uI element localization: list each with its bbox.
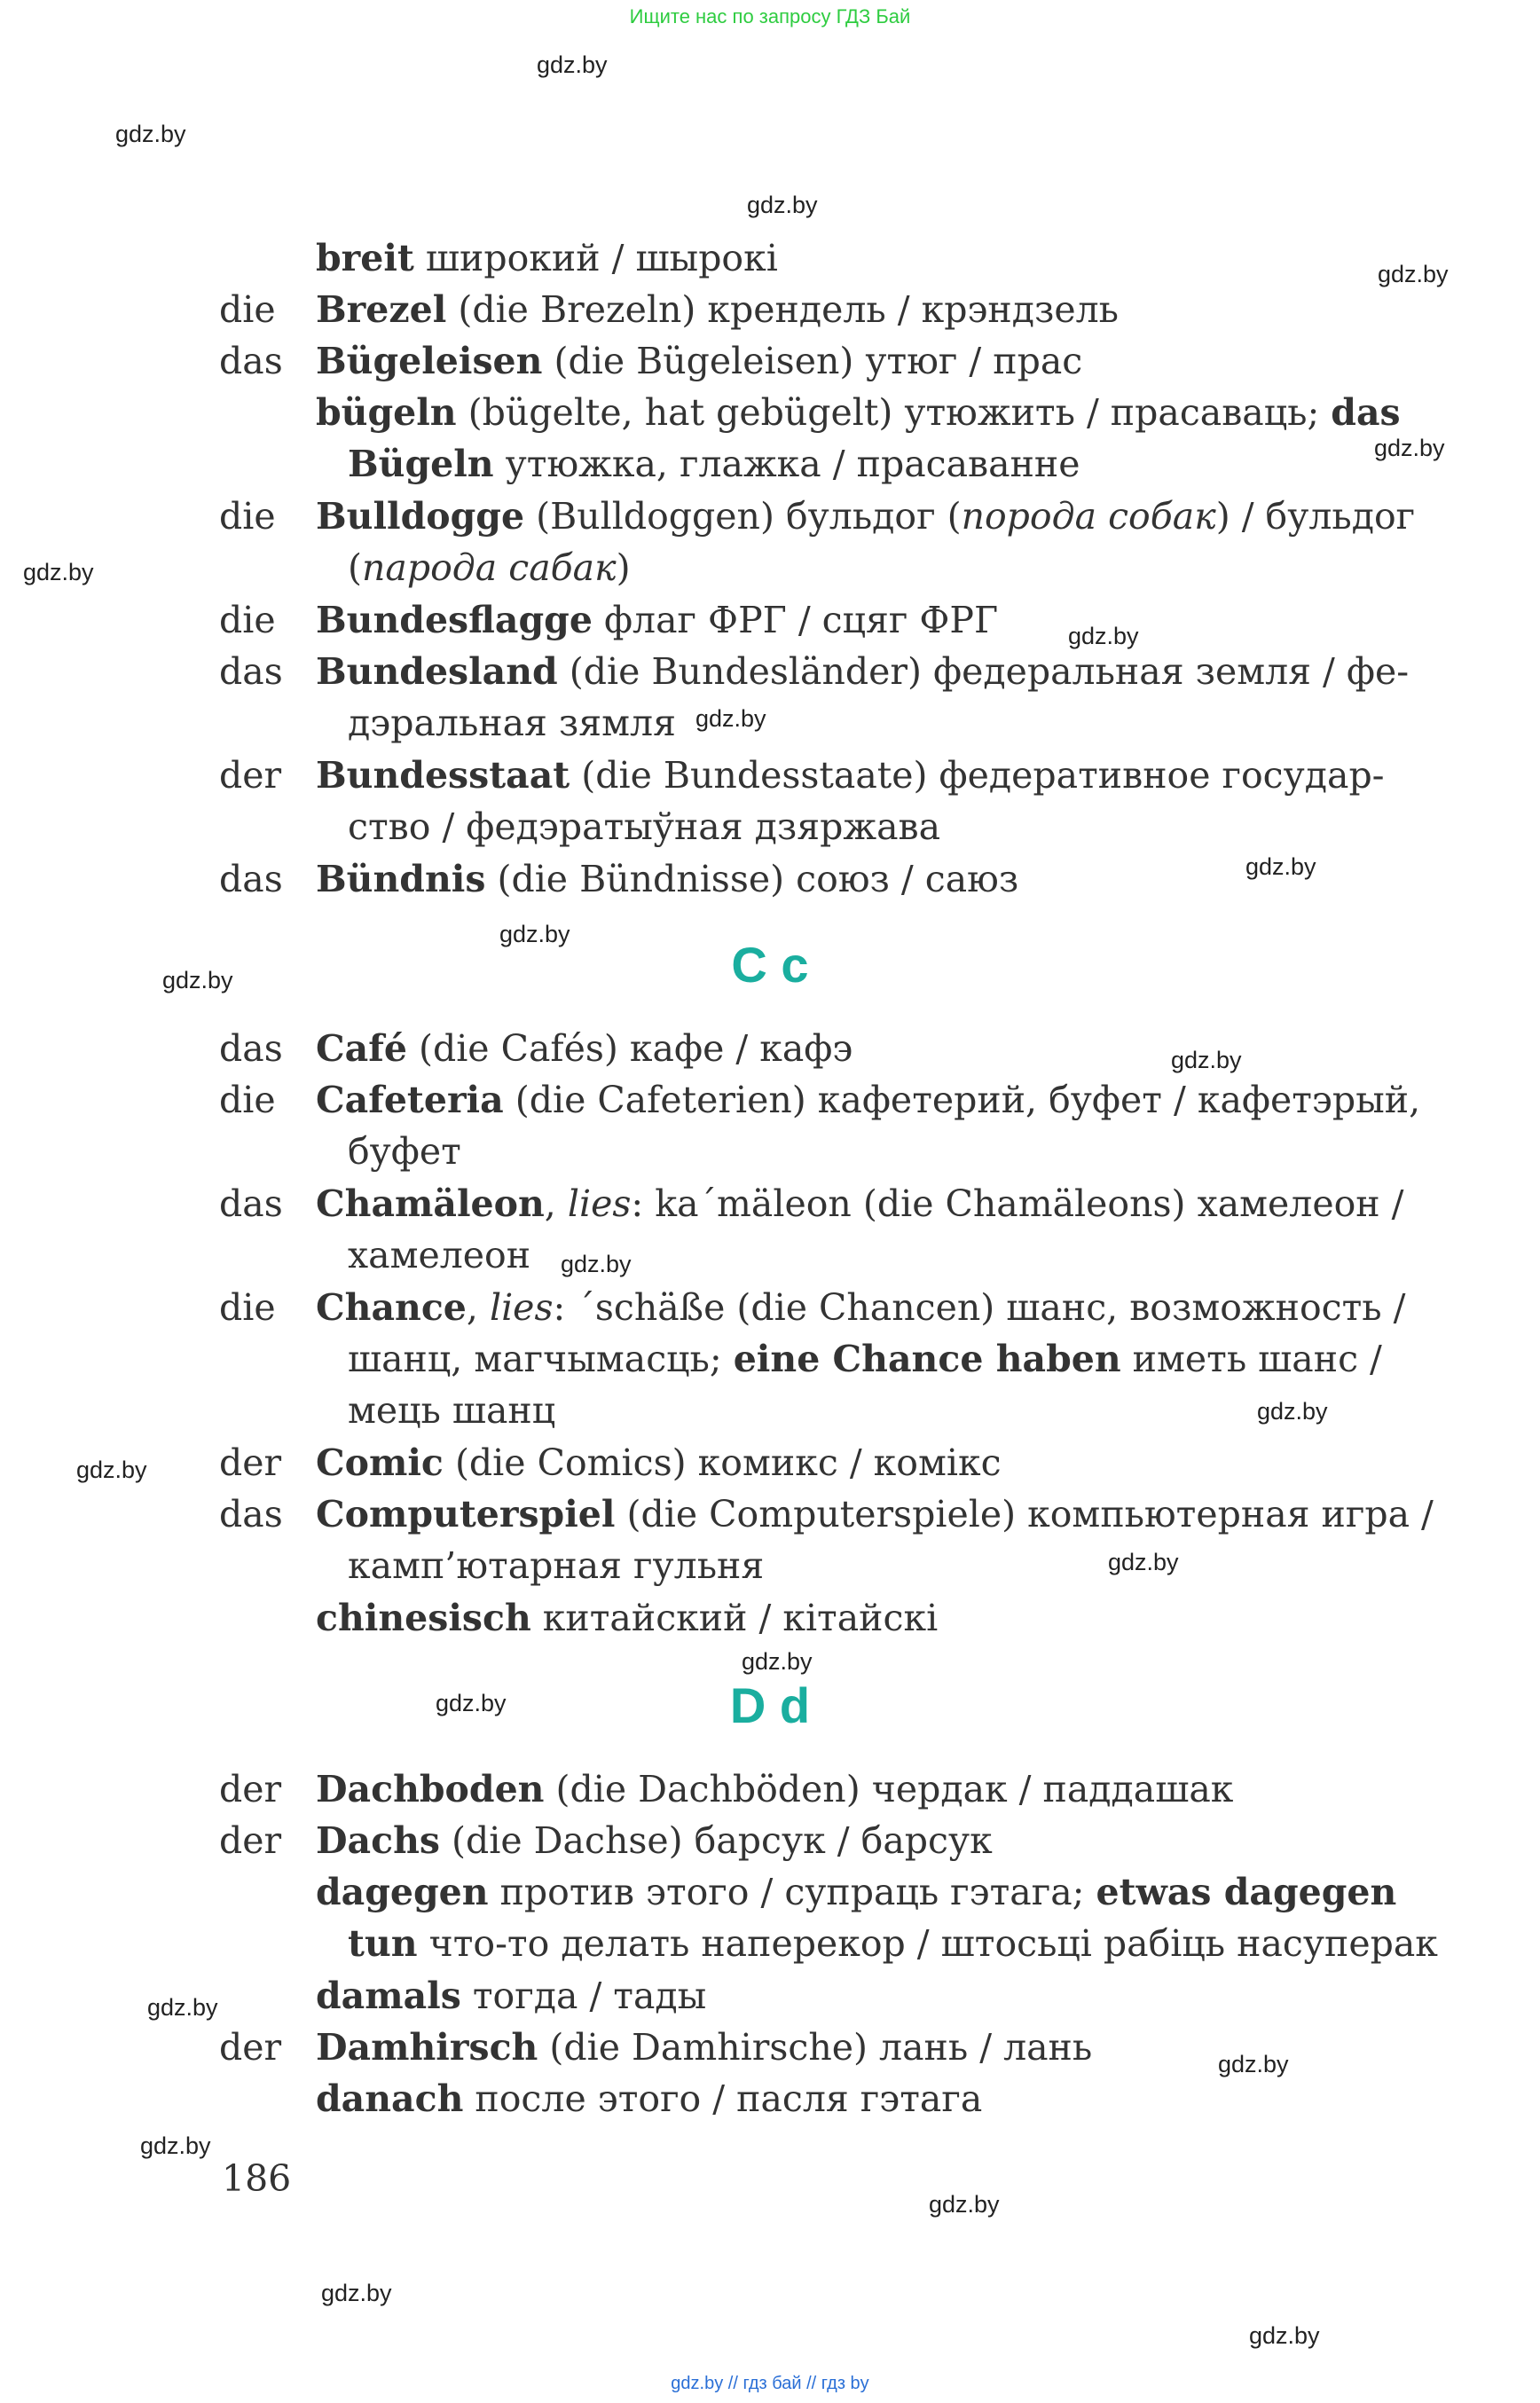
- watermark: gdz.by: [436, 1690, 507, 1716]
- translation: (die Brezeln) крендель / крэндзель: [446, 288, 1119, 331]
- watermark: gdz.by: [1171, 1047, 1242, 1073]
- translation-note: парода сабак: [362, 546, 617, 589]
- translation: (die Bundesstaate) федеративное государ-: [570, 754, 1385, 797]
- headword: Dachs: [316, 1819, 440, 1862]
- watermark: gdz.by: [162, 967, 233, 993]
- section-letter-d: D d: [729, 1677, 811, 1733]
- separator: ,: [544, 1182, 568, 1225]
- watermark: gdz.by: [929, 2191, 1000, 2218]
- watermark: gdz.by: [499, 921, 570, 947]
- article: die: [219, 1286, 276, 1329]
- translation: (die Damhirsche) лань / лань: [538, 2026, 1093, 2069]
- translation: (die Dachse) барсук / барсук: [439, 1819, 993, 1862]
- headword: eine Chance haben: [733, 1338, 1121, 1380]
- headword: Bundesflagge: [316, 599, 593, 641]
- watermark: gdz.by: [1218, 2051, 1289, 2077]
- translation: хамелеон: [348, 1234, 531, 1276]
- headword: Bundesland: [316, 650, 558, 693]
- pronunciation-label: lies: [489, 1286, 554, 1329]
- headword: chinesisch: [316, 1597, 531, 1639]
- headword: damals: [316, 1975, 461, 2017]
- article: das: [219, 1027, 283, 1070]
- watermark: gdz.by: [1245, 853, 1316, 880]
- watermark: gdz.by: [742, 1648, 813, 1675]
- translation: после этого / пасля гэтага: [463, 2077, 983, 2120]
- translation: : ˊschäße (die Chancen) шанс, возможность /: [553, 1286, 1406, 1329]
- headword: danach: [316, 2077, 464, 2120]
- article: das: [219, 858, 283, 900]
- article: der: [219, 1441, 282, 1484]
- translation: утюжка, глажка / прасаванне: [493, 443, 1080, 485]
- translation: ) / бульдог: [1215, 495, 1416, 538]
- headword: Bündnis: [316, 858, 486, 900]
- translation: тогда / тады: [460, 1975, 707, 2017]
- watermark: gdz.by: [321, 2280, 392, 2306]
- article: der: [219, 1768, 282, 1810]
- translation: буфет: [348, 1130, 461, 1173]
- watermark: gdz.by: [537, 51, 608, 78]
- watermark: gdz.by: [1068, 623, 1139, 649]
- translation: (die Dachböden) чердак / паддашак: [544, 1768, 1234, 1810]
- translation: флаг ФРГ / сцяг ФРГ: [592, 599, 999, 641]
- headword: Chamäleon: [316, 1182, 545, 1225]
- watermark: gdz.by: [23, 559, 94, 585]
- article: der: [219, 1819, 282, 1862]
- translation: (die Comics) комикс / комікс: [443, 1441, 1002, 1484]
- translation: (die Bundesländer) федеральная земля / фе-: [557, 650, 1410, 693]
- article: das: [219, 1182, 283, 1225]
- headword: Cafeteria: [316, 1079, 504, 1121]
- translation: дэральная зямля: [348, 702, 676, 744]
- article: die: [219, 599, 276, 641]
- watermark: gdz.by: [561, 1251, 632, 1277]
- translation: мець шанц: [348, 1389, 556, 1432]
- pronunciation-label: lies: [567, 1182, 632, 1225]
- watermark: gdz.by: [1378, 261, 1449, 287]
- watermark: gdz.by: [76, 1457, 147, 1483]
- article: das: [219, 340, 283, 382]
- translation: ство / федэратыўная дзяржава: [348, 805, 941, 848]
- headword: etwas dagegen: [1096, 1871, 1397, 1913]
- translation: (: [348, 546, 362, 589]
- translation: (die Bündnisse) союз / саюз: [485, 858, 1019, 900]
- translation: (bügelte, hat gebügelt) утюжить / прасаваць;: [456, 391, 1332, 434]
- separator: ,: [466, 1286, 490, 1329]
- translation: широкий / шырокі: [413, 237, 778, 279]
- translation: (die Bügeleisen) утюг / прас: [542, 340, 1083, 382]
- headword: das: [1331, 391, 1401, 434]
- headword: breit: [316, 237, 414, 279]
- headword: Computerspiel: [316, 1493, 616, 1535]
- headword: Chance: [316, 1286, 467, 1329]
- translation: китайский / кітайскі: [530, 1597, 939, 1639]
- headword: Café: [316, 1027, 407, 1070]
- headword: Dachboden: [316, 1768, 545, 1810]
- translation: : kaˊmäleon (die Chamäleons) хамелеон /: [631, 1182, 1404, 1225]
- translation: (die Cafeterien) кафетерий, буфет / кафетэрый,: [503, 1079, 1421, 1121]
- watermark: gdz.by: [147, 1994, 218, 2021]
- headword: Brezel: [316, 288, 447, 331]
- watermark: gdz.by: [695, 705, 766, 732]
- article: das: [219, 1493, 283, 1535]
- headword: Comic: [316, 1441, 444, 1484]
- headword: Bügeln: [348, 443, 494, 485]
- headword: Bulldogge: [316, 495, 525, 538]
- headword: Bundesstaat: [316, 754, 570, 797]
- translation: шанц, магчымасць;: [348, 1338, 734, 1380]
- article: das: [219, 650, 283, 693]
- watermark: gdz.by: [747, 192, 818, 218]
- article: der: [219, 754, 282, 797]
- watermark: gdz.by: [140, 2132, 211, 2159]
- page-number: 186: [222, 2157, 292, 2200]
- translation-note: порода собак: [961, 495, 1216, 538]
- watermark: gdz.by: [1374, 435, 1445, 461]
- watermark: gdz.by: [115, 121, 186, 147]
- article: die: [219, 1079, 276, 1121]
- headword: Bügeleisen: [316, 340, 543, 382]
- top-banner: Ищите нас по запросу ГДЗ Бай: [629, 5, 911, 27]
- footer-links[interactable]: gdz.by // гдз бай // гдз by: [671, 2374, 869, 2393]
- headword: Damhirsch: [316, 2026, 538, 2069]
- watermark: gdz.by: [1257, 1398, 1328, 1425]
- article: die: [219, 495, 276, 538]
- headword: bügeln: [316, 391, 457, 434]
- translation: ): [616, 546, 631, 589]
- watermark: gdz.by: [1249, 2322, 1320, 2349]
- section-letter-c: C c: [731, 937, 809, 993]
- translation: что-то делать наперекор / штосьці рабіць насуперак: [417, 1922, 1438, 1965]
- translation: камп’ютарная гульня: [348, 1544, 765, 1587]
- translation: (die Cafés) кафе / кафэ: [406, 1027, 853, 1070]
- translation: (die Computerspiele) компьютерная игра /: [615, 1493, 1434, 1535]
- translation: иметь шанс /: [1120, 1338, 1382, 1380]
- translation: (Bulldoggen) бульдог (: [524, 495, 962, 538]
- article: die: [219, 288, 276, 331]
- headword: dagegen: [316, 1871, 489, 1913]
- headword: tun: [348, 1922, 418, 1965]
- article: der: [219, 2026, 282, 2069]
- watermark: gdz.by: [1108, 1549, 1179, 1575]
- translation: против этого / супраць гэтага;: [488, 1871, 1096, 1913]
